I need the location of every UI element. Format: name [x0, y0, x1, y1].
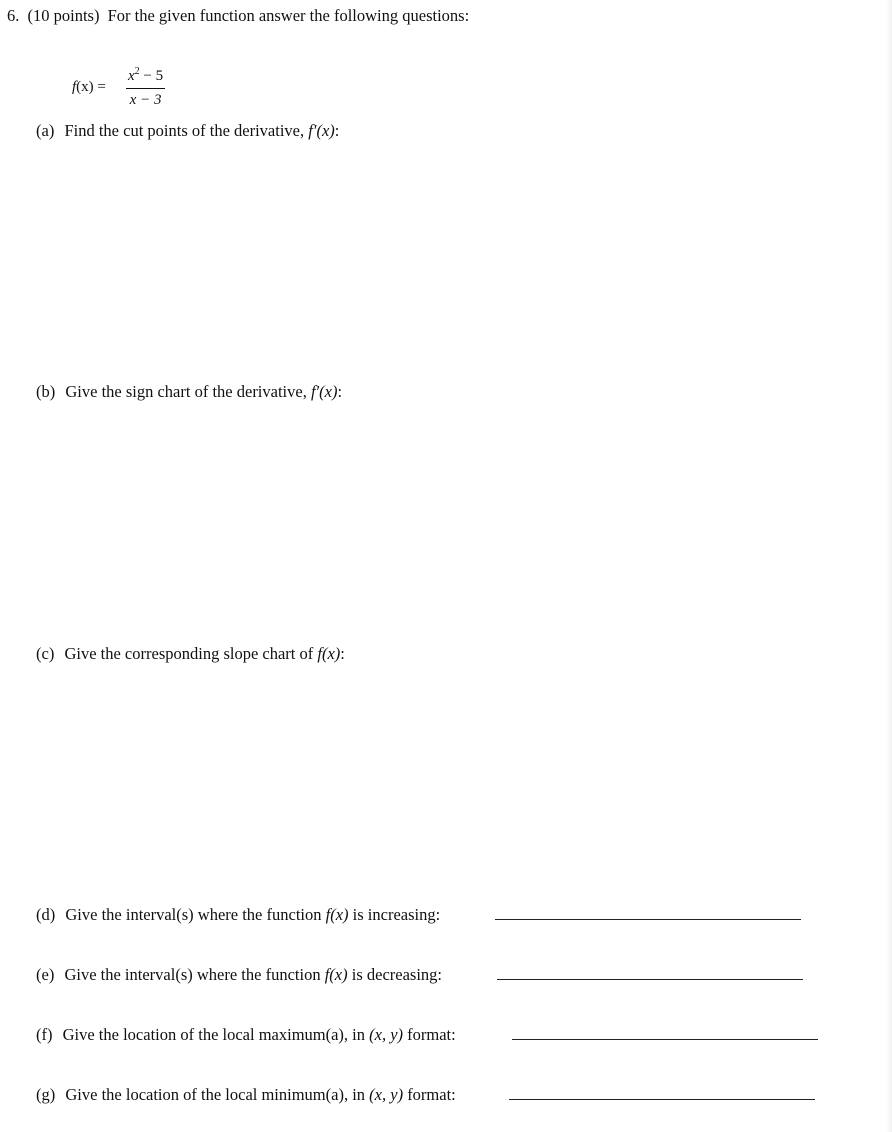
part-label: (e) — [36, 965, 55, 984]
part-math: f′(x) — [310, 382, 338, 401]
part-suffix: format: — [403, 1085, 456, 1104]
function-lhs — [72, 80, 106, 95]
answer-line-increasing[interactable] — [495, 919, 801, 920]
part-g — [36, 1087, 456, 1104]
part-label: (c) — [36, 644, 55, 663]
part-suffix: : — [340, 644, 345, 663]
part-suffix: : — [334, 121, 340, 140]
part-math: f(x) — [324, 965, 348, 984]
part-math: (x, y) — [369, 1025, 404, 1044]
part-text: Give the interval(s) where the function — [65, 905, 326, 924]
part-math: f(x) — [325, 905, 349, 924]
part-suffix: : — [337, 382, 343, 401]
function-numerator — [126, 66, 165, 88]
part-label: (b) — [36, 382, 56, 401]
part-math: f(x) — [317, 644, 341, 663]
question-points: (10 points) — [27, 6, 100, 25]
answer-line-decreasing[interactable] — [497, 979, 803, 980]
function-denominator: x − 3 — [129, 92, 162, 108]
part-label: (d) — [36, 905, 56, 924]
part-label: (a) — [36, 121, 55, 140]
part-math: f′(x) — [308, 121, 335, 140]
part-text: Give the sign chart of the derivative, — [65, 382, 311, 401]
part-suffix: is increasing: — [348, 905, 441, 924]
part-text: Give the location of the local maximum(a), in — [62, 1025, 370, 1044]
part-c — [36, 646, 345, 663]
part-suffix: is decreasing: — [347, 965, 442, 984]
part-d — [36, 907, 440, 924]
numerator-exponent: 2 — [134, 66, 140, 77]
part-math: (x, y) — [369, 1085, 404, 1104]
numerator-variable: x — [128, 68, 135, 84]
function-fraction — [126, 66, 165, 109]
question-number: 6. — [7, 6, 20, 25]
part-e — [36, 967, 442, 984]
part-b — [36, 384, 342, 401]
part-f — [36, 1027, 456, 1044]
function-name: f — [72, 79, 77, 95]
part-label: (f) — [36, 1025, 53, 1044]
function-argument: (x) = — [76, 79, 106, 95]
question-header — [7, 8, 469, 25]
answer-line-local-maximum[interactable] — [512, 1039, 818, 1040]
part-label: (g) — [36, 1085, 56, 1104]
part-text: Give the interval(s) where the function — [64, 965, 325, 984]
question-prompt: For the given function answer the following questions: — [107, 6, 470, 25]
part-text: Give the corresponding slope chart of — [64, 644, 318, 663]
numerator-constant: − 5 — [139, 68, 164, 84]
answer-line-local-minimum[interactable] — [509, 1099, 815, 1100]
part-text: Find the cut points of the derivative, — [64, 121, 309, 140]
part-a — [36, 123, 339, 140]
part-text: Give the location of the local minimum(a), in — [65, 1085, 370, 1104]
part-suffix: format: — [403, 1025, 456, 1044]
page-edge — [886, 0, 892, 1132]
